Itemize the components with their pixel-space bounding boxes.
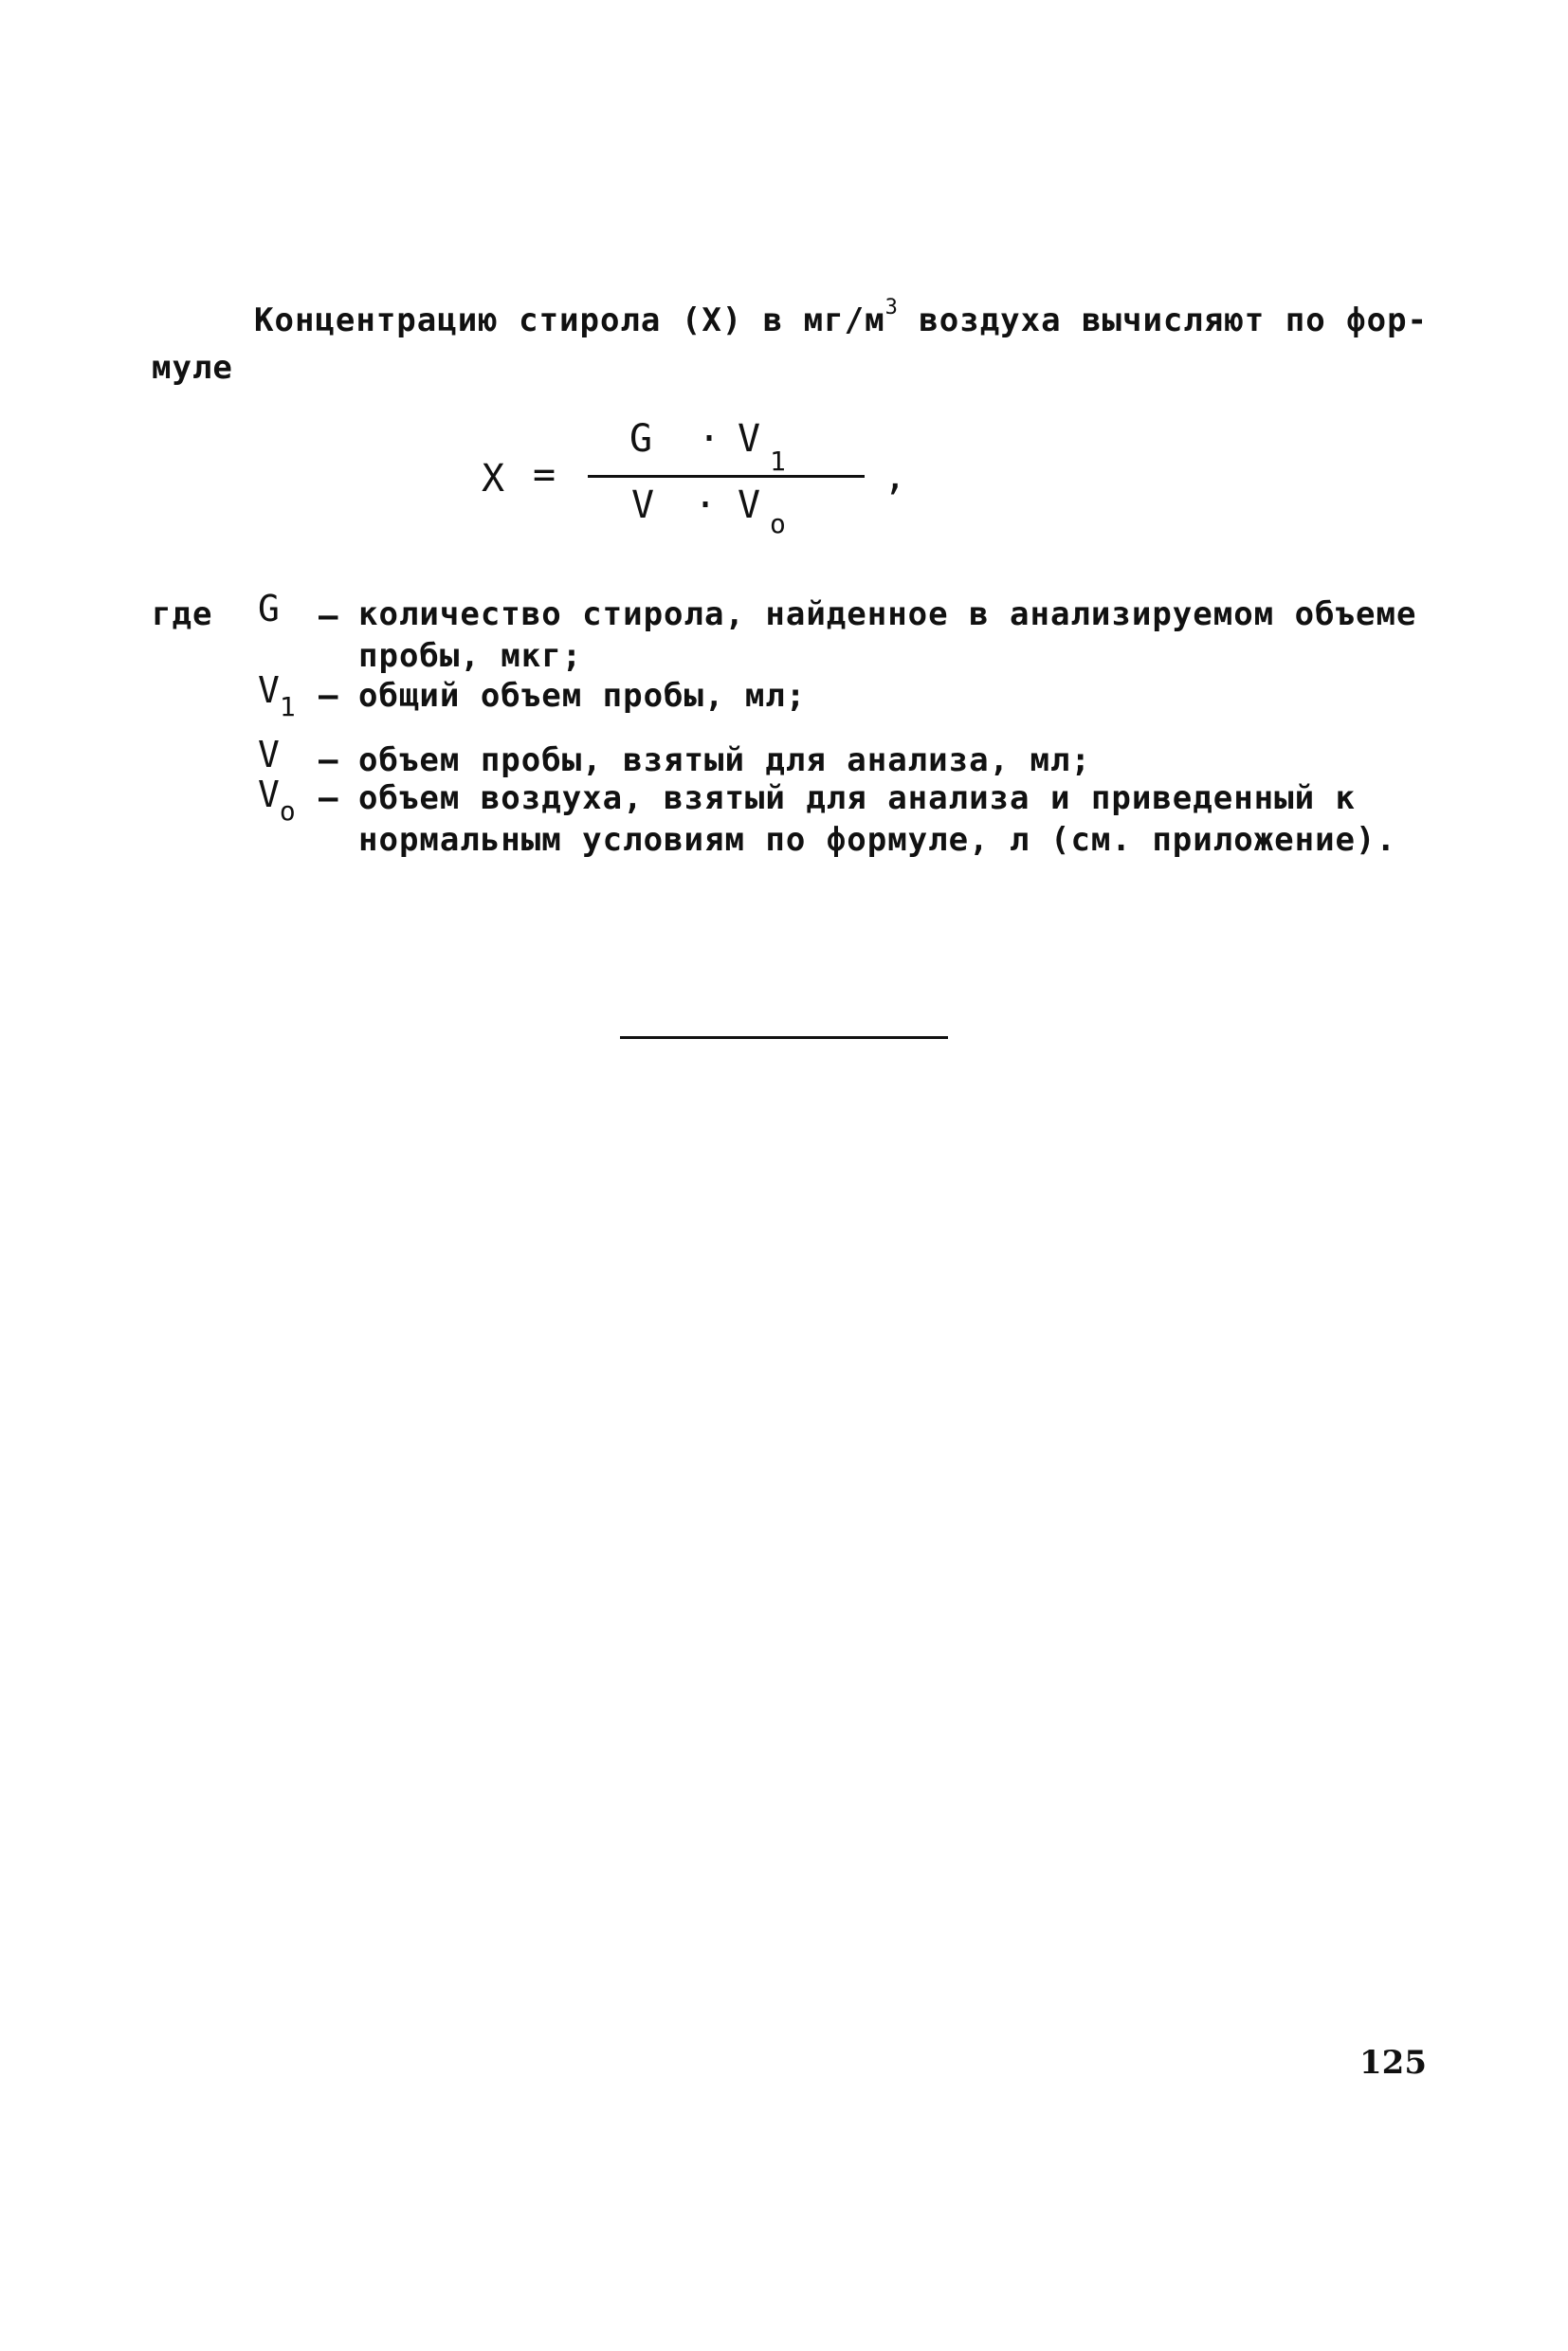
numerator-v: V — [738, 417, 761, 461]
formula-equals: = — [533, 453, 556, 497]
legend-dash: – — [319, 597, 338, 635]
legend-description-line: общий объем пробы, мл; — [358, 677, 807, 715]
legend-symbol: V — [258, 734, 280, 775]
denominator-v0-subscript: o — [770, 508, 786, 539]
section-separator-line — [620, 1036, 948, 1039]
legend-symbol: G — [258, 588, 280, 629]
numerator-v-subscript: 1 — [770, 446, 786, 477]
intro-text-line-2: муле — [152, 349, 233, 387]
intro-text-start: Концентрацию стирола (X) в мг/м — [254, 301, 885, 339]
legend-where-label: где — [152, 595, 213, 633]
legend-dash: – — [319, 779, 338, 817]
denominator-v: V — [631, 483, 655, 527]
fraction-bar — [588, 475, 865, 478]
legend-description-line: количество стирола, найденное в анализируемом объеме — [358, 595, 1417, 633]
intro-text-line-1 — [254, 296, 1429, 339]
legend-dash: – — [319, 741, 338, 779]
legend-description-line: пробы, мкг; — [358, 637, 583, 675]
denominator-multiply: · — [694, 483, 718, 527]
legend-symbol: V — [258, 774, 280, 815]
numerator-multiply: · — [698, 417, 721, 461]
legend-symbol: V — [258, 669, 280, 711]
formula-lhs-x: X — [482, 457, 505, 501]
intro-text-end: воздуха вычисляют по фор- — [898, 301, 1429, 339]
legend-dash: – — [319, 677, 338, 715]
legend-symbol-subscript: o — [279, 795, 296, 827]
legend-description-line: объем пробы, взятый для анализа, мл; — [358, 741, 1091, 779]
page-number: 125 — [1359, 2044, 1427, 2082]
legend-description-line: объем воздуха, взятый для анализа и приведенный к — [358, 779, 1357, 817]
formula-comma: , — [884, 455, 907, 499]
legend-description-line: нормальным условиям по формуле, л (см. приложение). — [358, 821, 1396, 859]
denominator-v0: V — [738, 483, 761, 527]
legend-symbol-group — [258, 669, 296, 722]
legend-symbol-group — [258, 774, 296, 827]
numerator-g: G — [629, 417, 653, 461]
legend-symbol-subscript: 1 — [279, 691, 296, 722]
cubic-superscript: 3 — [884, 296, 899, 319]
